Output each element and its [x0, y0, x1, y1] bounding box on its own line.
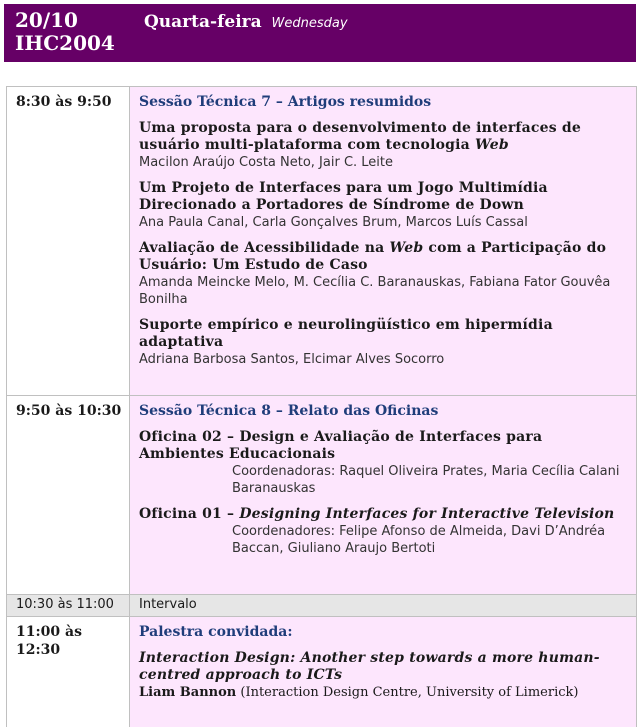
paper-item — [139, 317, 628, 368]
paper-title: Um Projeto de Interfaces para um Jogo Multimídia Direcionado a Portadores de Síndrome de Down — [139, 180, 548, 213]
schedule-table — [6, 86, 637, 727]
talk-title: Interaction Design: Another step towards a more human-centred approach to ICTs — [139, 650, 600, 683]
paper-title: Suporte empírico e neurolingüístico em hipermídia adaptativa — [139, 317, 553, 350]
time-slot: 10:30 às 11:00 — [7, 595, 130, 616]
session-content — [130, 617, 636, 727]
header-day — [144, 12, 348, 32]
workshop-title: Oficina 01 – Designing Interfaces for Interactive Television — [139, 506, 615, 522]
workshop-title: Oficina 02 – Design e Avaliação de Interfaces para Ambientes Educacionais — [139, 429, 543, 462]
workshop-item — [139, 429, 628, 497]
talk-item — [139, 650, 628, 701]
day-header — [4, 4, 636, 62]
paper-title: Uma proposta para o desenvolvimento de interfaces de usuário multi-plataforma com tecnologia Web — [139, 120, 581, 153]
time-slot: 11:00 às 12:30 — [7, 617, 130, 727]
header-date: 20/10 — [15, 8, 78, 32]
time-slot: 9:50 às 10:30 — [7, 396, 130, 594]
paper-item — [139, 240, 628, 308]
workshop-coordinators: Coordenadoras: Raquel Oliveira Prates, Maria Cecília Calani Baranauskas — [232, 464, 620, 496]
schedule-row — [6, 396, 637, 595]
session-content — [130, 87, 636, 395]
session-title: Sessão Técnica 7 – Artigos resumidos — [139, 94, 432, 110]
paper-authors: Amanda Meincke Melo, M. Cecília C. Baranauskas, Fabiana Fator Gouvêa Bonilha — [139, 275, 611, 307]
schedule-row — [6, 87, 637, 396]
interval-label: Intervalo — [130, 595, 636, 616]
header-date-block — [15, 9, 115, 55]
paper-item — [139, 120, 628, 171]
session-title: Sessão Técnica 8 – Relato das Oficinas — [139, 403, 439, 419]
session-content — [130, 396, 636, 594]
header-event: IHC2004 — [15, 31, 115, 55]
paper-authors: Ana Paula Canal, Carla Gonçalves Brum, Marcos Luís Cassal — [139, 215, 528, 230]
workshop-coordinators: Coordenadores: Felipe Afonso de Almeida, Davi D’Andréa Baccan, Giuliano Araujo Bertoti — [232, 524, 606, 556]
paper-item — [139, 180, 628, 231]
schedule-row — [6, 617, 637, 727]
talk-speaker: Liam Bannon (Interaction Design Centre, University of Limerick) — [139, 685, 579, 700]
workshop-item — [139, 506, 628, 557]
header-day-pt: Quarta-feira — [144, 12, 262, 32]
time-slot: 8:30 às 9:50 — [7, 87, 130, 395]
session-title: Palestra convidada: — [139, 624, 293, 640]
paper-title: Avaliação de Acessibilidade na Web com a Participação do Usuário: Um Estudo de Caso — [139, 240, 607, 273]
schedule-row-interval — [6, 595, 637, 617]
paper-authors: Macilon Araújo Costa Neto, Jair C. Leite — [139, 155, 394, 170]
paper-authors: Adriana Barbosa Santos, Elcimar Alves Socorro — [139, 352, 445, 367]
header-day-en: Wednesday — [271, 16, 348, 31]
